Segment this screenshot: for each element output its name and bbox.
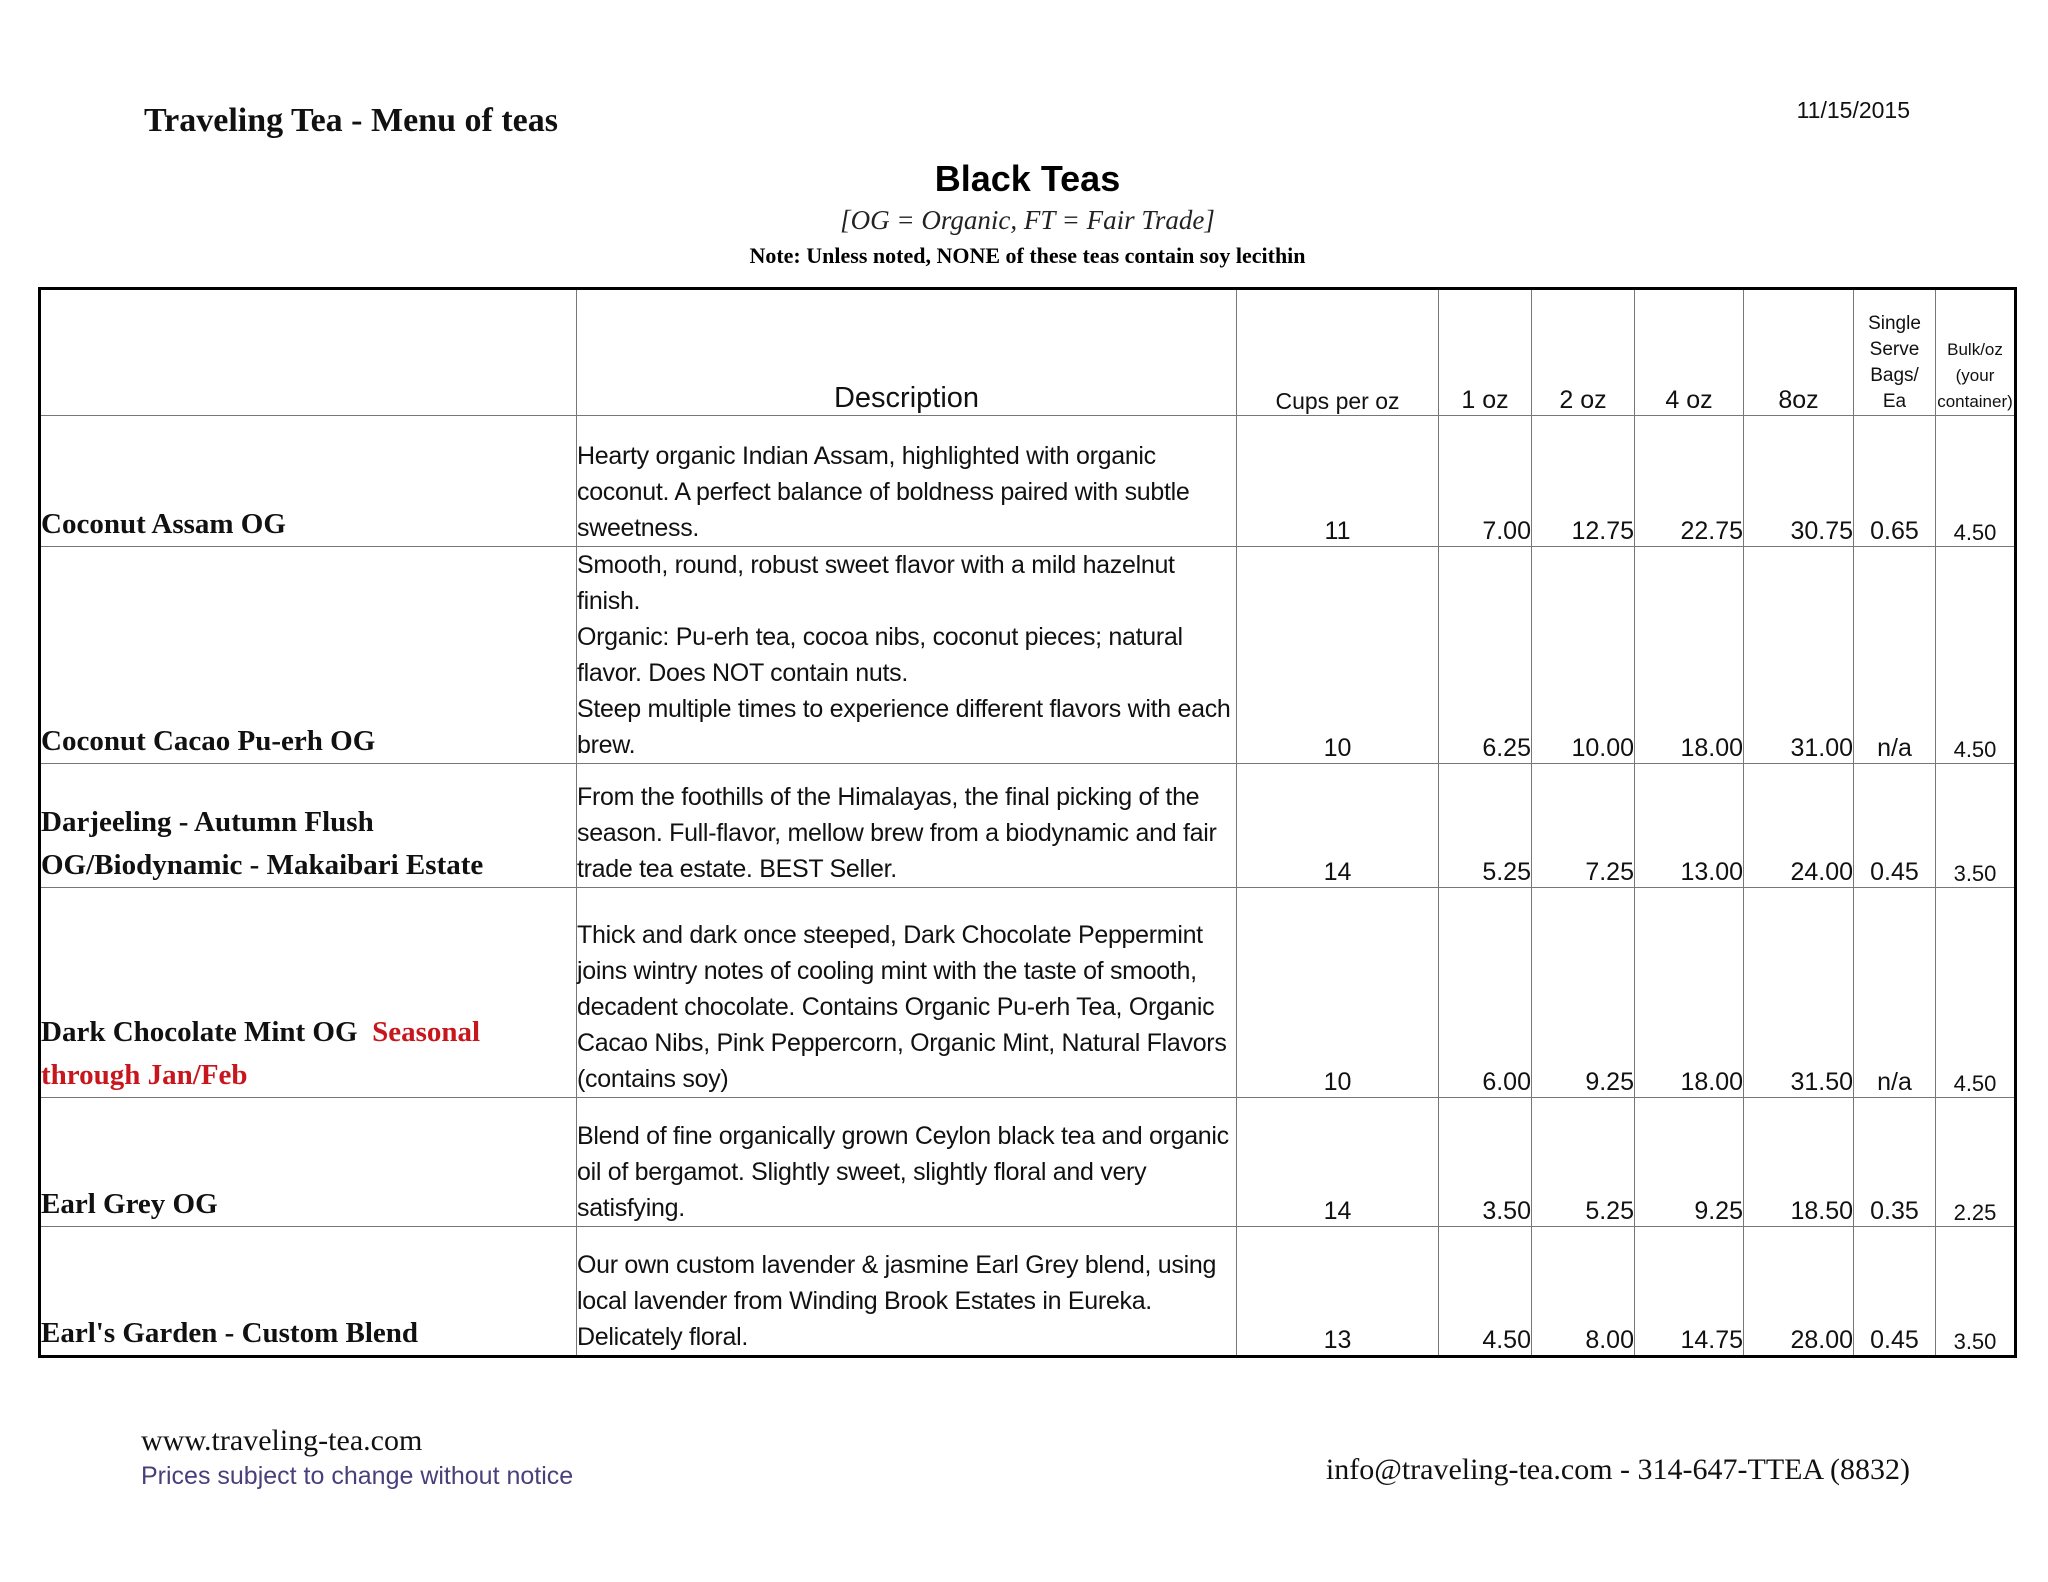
tea-row xyxy=(40,416,2016,547)
price-2oz: 5.25 xyxy=(1532,1098,1635,1227)
price-4oz: 9.25 xyxy=(1635,1098,1744,1227)
tea-description: Our own custom lavender & jasmine Earl Grey blend, using local lavender from Winding Brook Estates in Eureka. Delicately floral. xyxy=(577,1227,1237,1357)
price-2oz: 7.25 xyxy=(1532,764,1635,888)
price-1oz: 4.50 xyxy=(1439,1227,1532,1357)
price-8oz: 28.00 xyxy=(1744,1227,1854,1357)
price-4oz: 18.00 xyxy=(1635,547,1744,764)
description-line: Steep multiple times to experience different flavors with each brew. xyxy=(577,695,1231,759)
tea-name-cell xyxy=(40,888,577,1098)
price-4oz: 14.75 xyxy=(1635,1227,1744,1357)
section-title: Black Teas xyxy=(934,158,1121,199)
header-line: Single xyxy=(1868,313,1921,334)
cups-per-oz-header: Cups per oz xyxy=(1237,289,1439,416)
legend: [OG = Organic, FT = Fair Trade] xyxy=(840,205,1215,235)
price-2oz: 9.25 xyxy=(1532,888,1635,1098)
price-8oz: 31.50 xyxy=(1744,888,1854,1098)
contact-info: info@traveling-tea.com - 314-647-TTEA (8832) xyxy=(1325,1453,1910,1486)
cups-per-oz: 10 xyxy=(1237,547,1439,764)
tea-description: Blend of fine organically grown Ceylon black tea and organic oil of bergamot. Slightly sweet, slightly floral and very satisfying. xyxy=(577,1098,1237,1227)
price-8oz: 18.50 xyxy=(1744,1098,1854,1227)
tea-name: Earl's Garden - Custom Blend xyxy=(40,1227,577,1357)
description-line: Smooth, round, robust sweet flavor with a mild hazelnut finish. xyxy=(577,551,1175,615)
price-2oz: 8.00 xyxy=(1532,1227,1635,1357)
price-single-serve: 0.45 xyxy=(1854,1227,1936,1357)
header-line: Ea xyxy=(1882,391,1907,412)
tea-row xyxy=(40,1098,2016,1227)
header-line: Bags/ xyxy=(1870,365,1919,386)
8oz-header: 8oz xyxy=(1744,289,1854,416)
menu-date: 11/15/2015 xyxy=(1796,97,1910,123)
header-line: (your xyxy=(1955,366,1995,385)
price-disclaimer: Prices subject to change without notice xyxy=(141,1462,574,1490)
price-1oz: 5.25 xyxy=(1439,764,1532,888)
tea-description xyxy=(577,547,1237,764)
cups-per-oz: 11 xyxy=(1237,416,1439,547)
price-8oz: 31.00 xyxy=(1744,547,1854,764)
tea-description: From the foothills of the Himalayas, the final picking of the season. Full-flavor, mellow brew from a biodynamic and fair trade tea estate. BEST Seller. xyxy=(577,764,1237,888)
tea-name: Earl Grey OG xyxy=(40,1098,577,1227)
soy-note: Note: Unless noted, NONE of these teas contain soy lecithin xyxy=(749,243,1306,268)
header-line: Bulk/oz xyxy=(1947,340,2003,359)
header-line: Serve xyxy=(1869,339,1920,360)
header-row xyxy=(40,289,2016,416)
price-1oz: 6.00 xyxy=(1439,888,1532,1098)
cups-per-oz: 14 xyxy=(1237,764,1439,888)
tea-row xyxy=(40,888,2016,1098)
cups-per-oz: 14 xyxy=(1237,1098,1439,1227)
website-link[interactable]: www.traveling-tea.com xyxy=(141,1424,423,1457)
price-bulk: 2.25 xyxy=(1936,1098,2016,1227)
price-bulk: 4.50 xyxy=(1936,888,2016,1098)
tea-row xyxy=(40,547,2016,764)
header-line: container) xyxy=(1937,392,2013,411)
price-1oz: 3.50 xyxy=(1439,1098,1532,1227)
tea-name: Darjeeling - Autumn Flush OG/Biodynamic - Makaibari Estate xyxy=(40,764,577,888)
price-single-serve: 0.65 xyxy=(1854,416,1936,547)
tea-row xyxy=(40,1227,2016,1357)
description-header: Description xyxy=(577,289,1237,416)
cups-per-oz: 13 xyxy=(1237,1227,1439,1357)
price-bulk: 4.50 xyxy=(1936,416,2016,547)
price-1oz: 6.25 xyxy=(1439,547,1532,764)
price-2oz: 12.75 xyxy=(1532,416,1635,547)
price-single-serve: n/a xyxy=(1854,547,1936,764)
price-8oz: 30.75 xyxy=(1744,416,1854,547)
tea-menu-table xyxy=(38,287,2017,1358)
1oz-header: 1 oz xyxy=(1439,289,1532,416)
bulk-header xyxy=(1936,289,2016,416)
name-header xyxy=(40,289,577,416)
price-8oz: 24.00 xyxy=(1744,764,1854,888)
price-1oz: 7.00 xyxy=(1439,416,1532,547)
tea-description: Thick and dark once steeped, Dark Chocolate Peppermint joins wintry notes of cooling mint with the taste of smooth, decadent chocolate. Contains Organic Pu-erh Tea, Organic Cacao Nibs, Pink Peppercorn, Organic Mint, Natural Flavors (contains soy) xyxy=(577,888,1237,1098)
cups-per-oz: 10 xyxy=(1237,888,1439,1098)
price-bulk: 3.50 xyxy=(1936,764,2016,888)
price-4oz: 22.75 xyxy=(1635,416,1744,547)
tea-row xyxy=(40,764,2016,888)
price-single-serve: 0.45 xyxy=(1854,764,1936,888)
price-4oz: 18.00 xyxy=(1635,888,1744,1098)
tea-description: Hearty organic Indian Assam, highlighted with organic coconut. A perfect balance of boldness paired with subtle sweetness. xyxy=(577,416,1237,547)
price-bulk: 4.50 xyxy=(1936,547,2016,764)
page-title: Traveling Tea - Menu of teas xyxy=(144,102,558,139)
4oz-header: 4 oz xyxy=(1635,289,1744,416)
price-single-serve: 0.35 xyxy=(1854,1098,1936,1227)
single-serve-header xyxy=(1854,289,1936,416)
price-4oz: 13.00 xyxy=(1635,764,1744,888)
tea-name: Coconut Assam OG xyxy=(40,416,577,547)
2oz-header: 2 oz xyxy=(1532,289,1635,416)
price-bulk: 3.50 xyxy=(1936,1227,2016,1357)
tea-name: Coconut Cacao Pu-erh OG xyxy=(40,547,577,764)
price-single-serve: n/a xyxy=(1854,888,1936,1098)
tea-name: Dark Chocolate Mint OG xyxy=(41,1016,358,1048)
description-line: Organic: Pu-erh tea, cocoa nibs, coconut pieces; natural flavor. Does NOT contain nuts. xyxy=(577,623,1183,687)
seasonal-note: Seasonal through Jan/Feb xyxy=(41,1016,481,1091)
price-2oz: 10.00 xyxy=(1532,547,1635,764)
